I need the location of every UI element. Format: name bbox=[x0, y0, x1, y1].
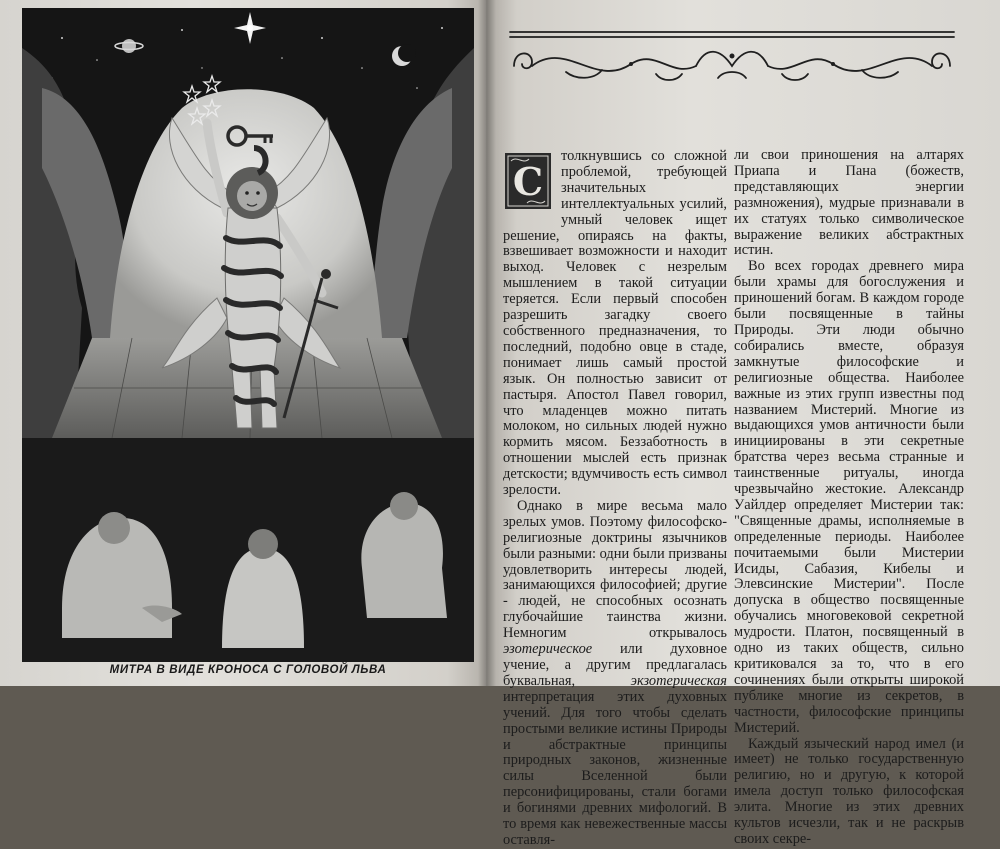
book-gutter bbox=[478, 0, 496, 686]
paragraph-1-2-esoteric: эзотерическое bbox=[503, 641, 593, 658]
illustration-caption: МИТРА В ВИДЕ КРОНОСА С ГОЛОВОЙ ЛЬВА bbox=[109, 664, 387, 676]
paragraph-1-2-exoteric: экзотерическая bbox=[630, 672, 727, 689]
paragraph-2-2: Во всех городах древнего мира были храмы для богослужения и приношений богам. В каждом городе были посвященные в тайны Природы. Эти люди обычно собирались вместе, образуя замкнутые философские и религиозные общества. Наиболее важные из этих групп известны под названием Мистерий. Многие из выдающихся умов античности были инициированы в эти секретные братства через весьма странные и таинственные ритуалы, иногда чрезвычайно жестокие. Александр Уайлдер определяет Мистерии так: "Священные драмы, исполняемые в определенные периоды. Наиболее почитаемыми были Мистерии Исиды, Сабазия, Кибелы и Элевсинские Мистерии". После допуска в общество посвященные обучались многовековой секретной мудрости. Платон, посвященный в одно из таких обществ, сильно критиковался за то, что в его сочинениях были открыты широкой публике многие из секретов, в частности, философские принципы Мистерий. bbox=[734, 258, 964, 736]
mithra-lion-headed-figure-illustration bbox=[22, 8, 474, 662]
dropcap-letter: С bbox=[512, 159, 544, 204]
paragraph-2-3: Каждый языческий народ имел (и имеет) не только государственную религию, но и другую, к которой имела доступ только философская элита. Многие из этих древних культов исчезли, так и не раскрыв своих секре- bbox=[734, 735, 964, 847]
text-column-2 bbox=[734, 147, 964, 847]
moon-icon bbox=[392, 44, 416, 66]
text-column-1 bbox=[503, 148, 727, 848]
mithra-illustration bbox=[22, 8, 474, 662]
paragraph-1-2-part-a: Однако в мире весьма мало зрелых умов. Поэтому философско-религиозные доктрины язычников были разными: одни были призваны удовлетворить интересы людей, занимающихся философией; другие - людей, не способных осознать глубочайшие таинства жизни. Немногим открывалось bbox=[503, 497, 727, 642]
paragraph-1-2-part-c: интерпретация этих духовных учений. Для того чтобы сделать простыми великие истины Природы и абстрактные принципы природных законов, жизненные силы Вселенной были персонифицированы, стали богами и богинями древних мифологий. В то время как невежественные массы оставля- bbox=[503, 688, 727, 848]
ornament-header bbox=[506, 26, 958, 90]
paragraph-1-1: толкнувшись со сложной проблемой, требующей значительных интеллектуальных усилий, умный человек ищет решение, опираясь на факты, взвешивает возможности и находит выход. Человек с незрелым мышлением в такой ситуации теряется. Если первый способен разрешить загадку своего собственного предназначения, то последний, подобно овце в стаде, понимает лишь самый простой язык. Он полностью зависит от пастыря. Апостол Павел говорил, что младенцев можно питать молоком, но сильных людей нужно кормить мясом. Беззаботность в отношении мыслей есть признак детскости; вдумчивость есть символ зрелости. bbox=[503, 148, 727, 499]
paragraph-1-2-part-b: или духовное учение, а другим предлагалась буквальная, bbox=[503, 641, 727, 689]
paragraph-1-2 bbox=[503, 499, 727, 849]
stars bbox=[51, 27, 443, 89]
dropcap-ornament-icon bbox=[503, 151, 553, 211]
star-icon bbox=[234, 12, 266, 44]
paragraph-2-1: ли свои приношения на алтарях Приапа и Пана (божеств, представляющих энергии размножения), мудрые признавали в их статуях только символическое выражение великих абстрактных истин. bbox=[734, 147, 964, 259]
saturn-icon bbox=[115, 39, 143, 53]
dropcap bbox=[503, 151, 555, 213]
